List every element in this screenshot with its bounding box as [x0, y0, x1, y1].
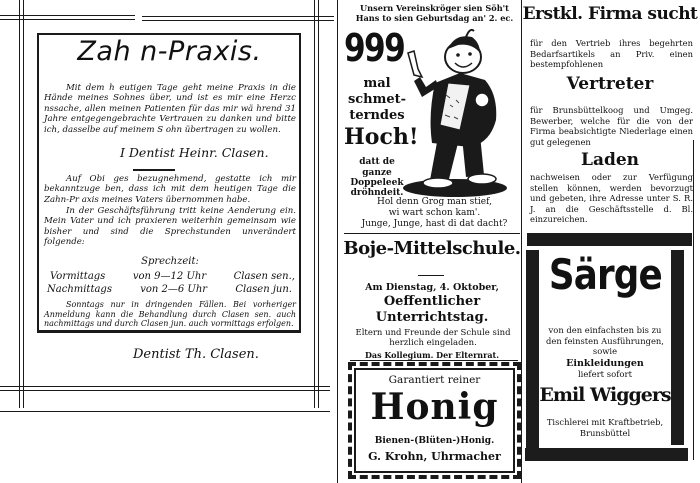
column-divider-left: [337, 0, 338, 483]
rule-left-vertical: [19, 0, 20, 408]
rule-top-left-2: [0, 19, 135, 20]
school-footer-underline: [350, 360, 518, 361]
saerge-body-2: liefert sofort: [577, 370, 633, 380]
firma-heading-vertreter: Vertreter: [566, 74, 654, 94]
rule-right-vertical: [314, 0, 315, 408]
rule-top-right-2: [142, 20, 334, 21]
firma-body-1: für den Vertrieb ihres begehrten Bedarfsartikels an Priv. einen bestempfohlenen: [530, 38, 693, 70]
firma-body-2: für Brunsbüttelkoog und Umgeg. Bewerber, welche für die von der Firma beabsichtigte Niederlage einen gut gelegenen: [530, 105, 693, 147]
rule-top-left: [0, 15, 135, 16]
column-divider-right: [521, 0, 522, 483]
birthday-header-line-1: Unsern Vereinskröger sien Söh't: [360, 3, 509, 13]
school-date-line: Am Dienstag, 4. Oktober,: [365, 282, 499, 293]
school-footer: Das Kollegium. Der Elternrat.: [364, 350, 500, 360]
zahn-praxis-paragraph-4: Sonntags nur in dringenden Fällen. Bei vorheriger Anmeldung kann die Behandlung durch Clasen sen. auch nachmittags und durch Clasen jun. auch vormittags erfolgen.: [44, 300, 296, 329]
hours-who: Clasen jun.: [235, 284, 292, 295]
zahn-praxis-paragraph-2: Auf Obi ges bezugnehmend, gestatte ich mir bekanntzuge ben, dass ich mit dem heutigen Tage die Zahn-Pr axis meines Vaters übernommen habe.: [44, 174, 296, 205]
rule-top-right: [142, 16, 334, 17]
zahn-praxis-hours-heading: Sprechzeit:: [141, 256, 199, 267]
zahn-praxis-paragraph-1: Mit dem h eutigen Tage geht meine Praxis in die Hände meines Sohnes über, und ist es mir eine Herzc nssache, allen meinen Patienten für das mir wä hrend 31 Jahre entgegengebrachte Vertrauen zu danken und bitte ich, dasselbe auf meinem S ohn übertragen zu wollen.: [44, 83, 296, 135]
birthday-verse: Hol denn Grog man stief,: [377, 197, 492, 207]
zahn-praxis-signature-2: Dentist Th. Clasen.: [133, 347, 259, 362]
hours-period: Vormittags: [50, 271, 106, 282]
cartoon-man-illustration: [400, 25, 520, 200]
hours-who: Clasen sen.,: [233, 271, 295, 282]
hours-period: Nachmittags: [47, 284, 112, 295]
birthday-sub: Doppeleek: [350, 178, 404, 188]
birthday-word: mal: [363, 76, 391, 91]
birthday-sub: datt de: [359, 157, 395, 167]
rule-bottom-3: [0, 411, 330, 412]
school-title: Boje-Mittelschule.: [343, 238, 521, 259]
honig-line-1: Garantiert reiner: [388, 374, 481, 386]
school-headline-1: Oeffentlicher: [383, 294, 481, 309]
rule-bottom-2: [0, 390, 330, 391]
rule-birthday-bottom: [344, 233, 520, 234]
hours-row: [47, 284, 292, 295]
firma-body-3: nachweisen oder zur Verfügung stellen können, werden bevorzugt und gebeten, ihre Adresse unter S. R. J. an die Geschäftsstelle d. Bl. einzureichen.: [530, 172, 693, 225]
honig-line-3: G. Krohn, Uhrmacher: [368, 450, 501, 463]
birthday-word: schmet-: [347, 92, 407, 107]
divider: [133, 169, 175, 171]
saerge-name: Emil Wiggers: [539, 384, 671, 406]
birthday-word: terndes: [349, 108, 405, 123]
birthday-header-line-2: Hans to sien Geburtsdag an' 2. ec.: [355, 13, 514, 23]
birthday-hoch: Hoch!: [344, 124, 419, 150]
hours-row: [50, 271, 295, 282]
firma-title: Erstkl. Firma sucht: [522, 4, 698, 24]
right-edge-rule: [693, 140, 694, 460]
firma-heading-laden: Laden: [580, 150, 640, 170]
saerge-frame-bottom: [525, 448, 688, 461]
honig-title: Honig: [370, 386, 499, 428]
honig-line-2: Bienen-(Blüten-)Honig.: [374, 436, 495, 446]
saerge-highlight: Einkleidungen: [566, 358, 644, 369]
saerge-title: Särge: [548, 250, 662, 299]
zahn-praxis-title: Zah n-Praxis.: [77, 36, 262, 67]
rule-right-vertical-2: [318, 0, 319, 408]
zahn-praxis-signature-1: I Dentist Heinr. Clasen.: [120, 145, 269, 160]
school-divider: [418, 275, 444, 276]
birthday-sub: dröhndeit.: [350, 188, 404, 198]
saerge-footer: Tischlerei mit Kraftbetrieb, Brunsbüttel: [546, 417, 664, 438]
saerge-body-1: von den einfachsten bis zu den feinsten Ausführungen, sowie: [546, 325, 664, 357]
saerge-frame-left: [526, 250, 539, 448]
hours-time: von 9—12 Uhr: [132, 271, 207, 282]
birthday-number: 999: [344, 26, 405, 70]
zahn-praxis-paragraph-3: In der Geschäftsführung tritt keine Aenderung ein. Mein Vater und ich praxieren weiterhin gemeinsam wie bisher und sind die Sprechstunden unverändert folgende:: [44, 206, 296, 248]
school-body: Eltern und Freunde der Schule sind herzlich eingeladen.: [355, 328, 511, 348]
rule-left-vertical-2: [23, 0, 24, 408]
birthday-verse: wi wart schon kam'.: [388, 208, 481, 218]
school-headline-2: Unterrichtstag.: [375, 310, 489, 325]
saerge-frame-top: [527, 233, 692, 246]
rule-bottom: [0, 386, 330, 387]
saerge-frame-right: [671, 250, 684, 445]
birthday-verse: Junge, Junge, hast di dat dacht?: [361, 219, 508, 229]
hours-time: von 2—6 Uhr: [140, 284, 208, 295]
birthday-sub: ganze: [362, 168, 392, 178]
